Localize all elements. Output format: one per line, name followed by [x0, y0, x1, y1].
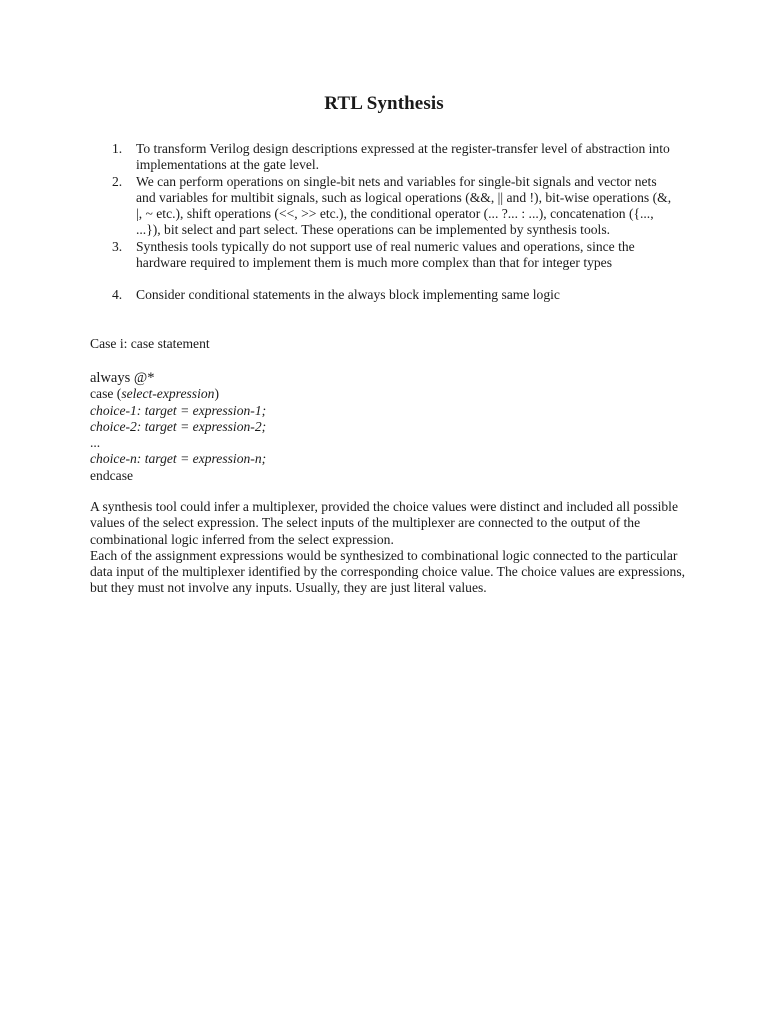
list-item: [112, 287, 672, 303]
list-item-text: Synthesis tools typically do not support use of real numeric values and operations, since the hardware required to implement them is much more complex than that for integer types: [136, 238, 635, 271]
list-item-number: 3.: [112, 238, 123, 254]
code-line-case: case (select-expression): [90, 386, 219, 402]
list-item-text: We can perform operations on single-bit nets and variables for single-bit signals and vector nets and variables for multibit signals, such as logical operations (&&, || and !), bit-wise operations (&, |, ~ etc.), shift operations (<<, >> etc.), the conditional operator (... ?... : ...), concatenation ({..., ...}), bit select and part select. These operations can be implemented by synthesis tools.: [136, 173, 672, 238]
list-item: [112, 239, 672, 272]
explanation-text: [90, 499, 690, 597]
page-title: RTL Synthesis: [324, 93, 444, 114]
numbered-list: [112, 141, 672, 304]
list-item-number: 4.: [112, 287, 123, 303]
code-line-choice-n: choice-n: target = expression-n;: [90, 451, 267, 467]
code-block: [90, 370, 690, 484]
code-line-choice-2: choice-2: target = expression-2;: [90, 418, 267, 434]
code-line-always: always @*: [90, 370, 155, 386]
paragraph: Each of the assignment expressions would be synthesized to combinational logic connected to the particular data input of the multiplexer identified by the corresponding choice value. The choice values are expressions, but they must not involve any inputs. Usually, they are just literal values.: [90, 547, 686, 596]
list-item: [112, 174, 672, 239]
code-line-ellipsis: ...: [90, 435, 101, 451]
list-item-number: 2.: [112, 173, 123, 189]
list-item-number: 1.: [112, 141, 123, 156]
case-label: Case i: case statement: [90, 336, 210, 351]
code-line-choice-1: choice-1: target = expression-1;: [90, 402, 267, 418]
code-line-endcase: endcase: [90, 467, 134, 483]
paragraph: A synthesis tool could infer a multiplexer, provided the choice values were distinct and included all possible values of the select expression. The select inputs of the multiplexer are connected to the output of the combinational logic inferred from the select expression.: [90, 499, 678, 547]
list-item-text: Consider conditional statements in the always block implementing same logic: [136, 287, 560, 303]
list-item: [112, 141, 672, 174]
list-item-text: To transform Verilog design descriptions expressed at the register-transfer level of abstraction into implementations at the gate level.: [136, 141, 670, 173]
